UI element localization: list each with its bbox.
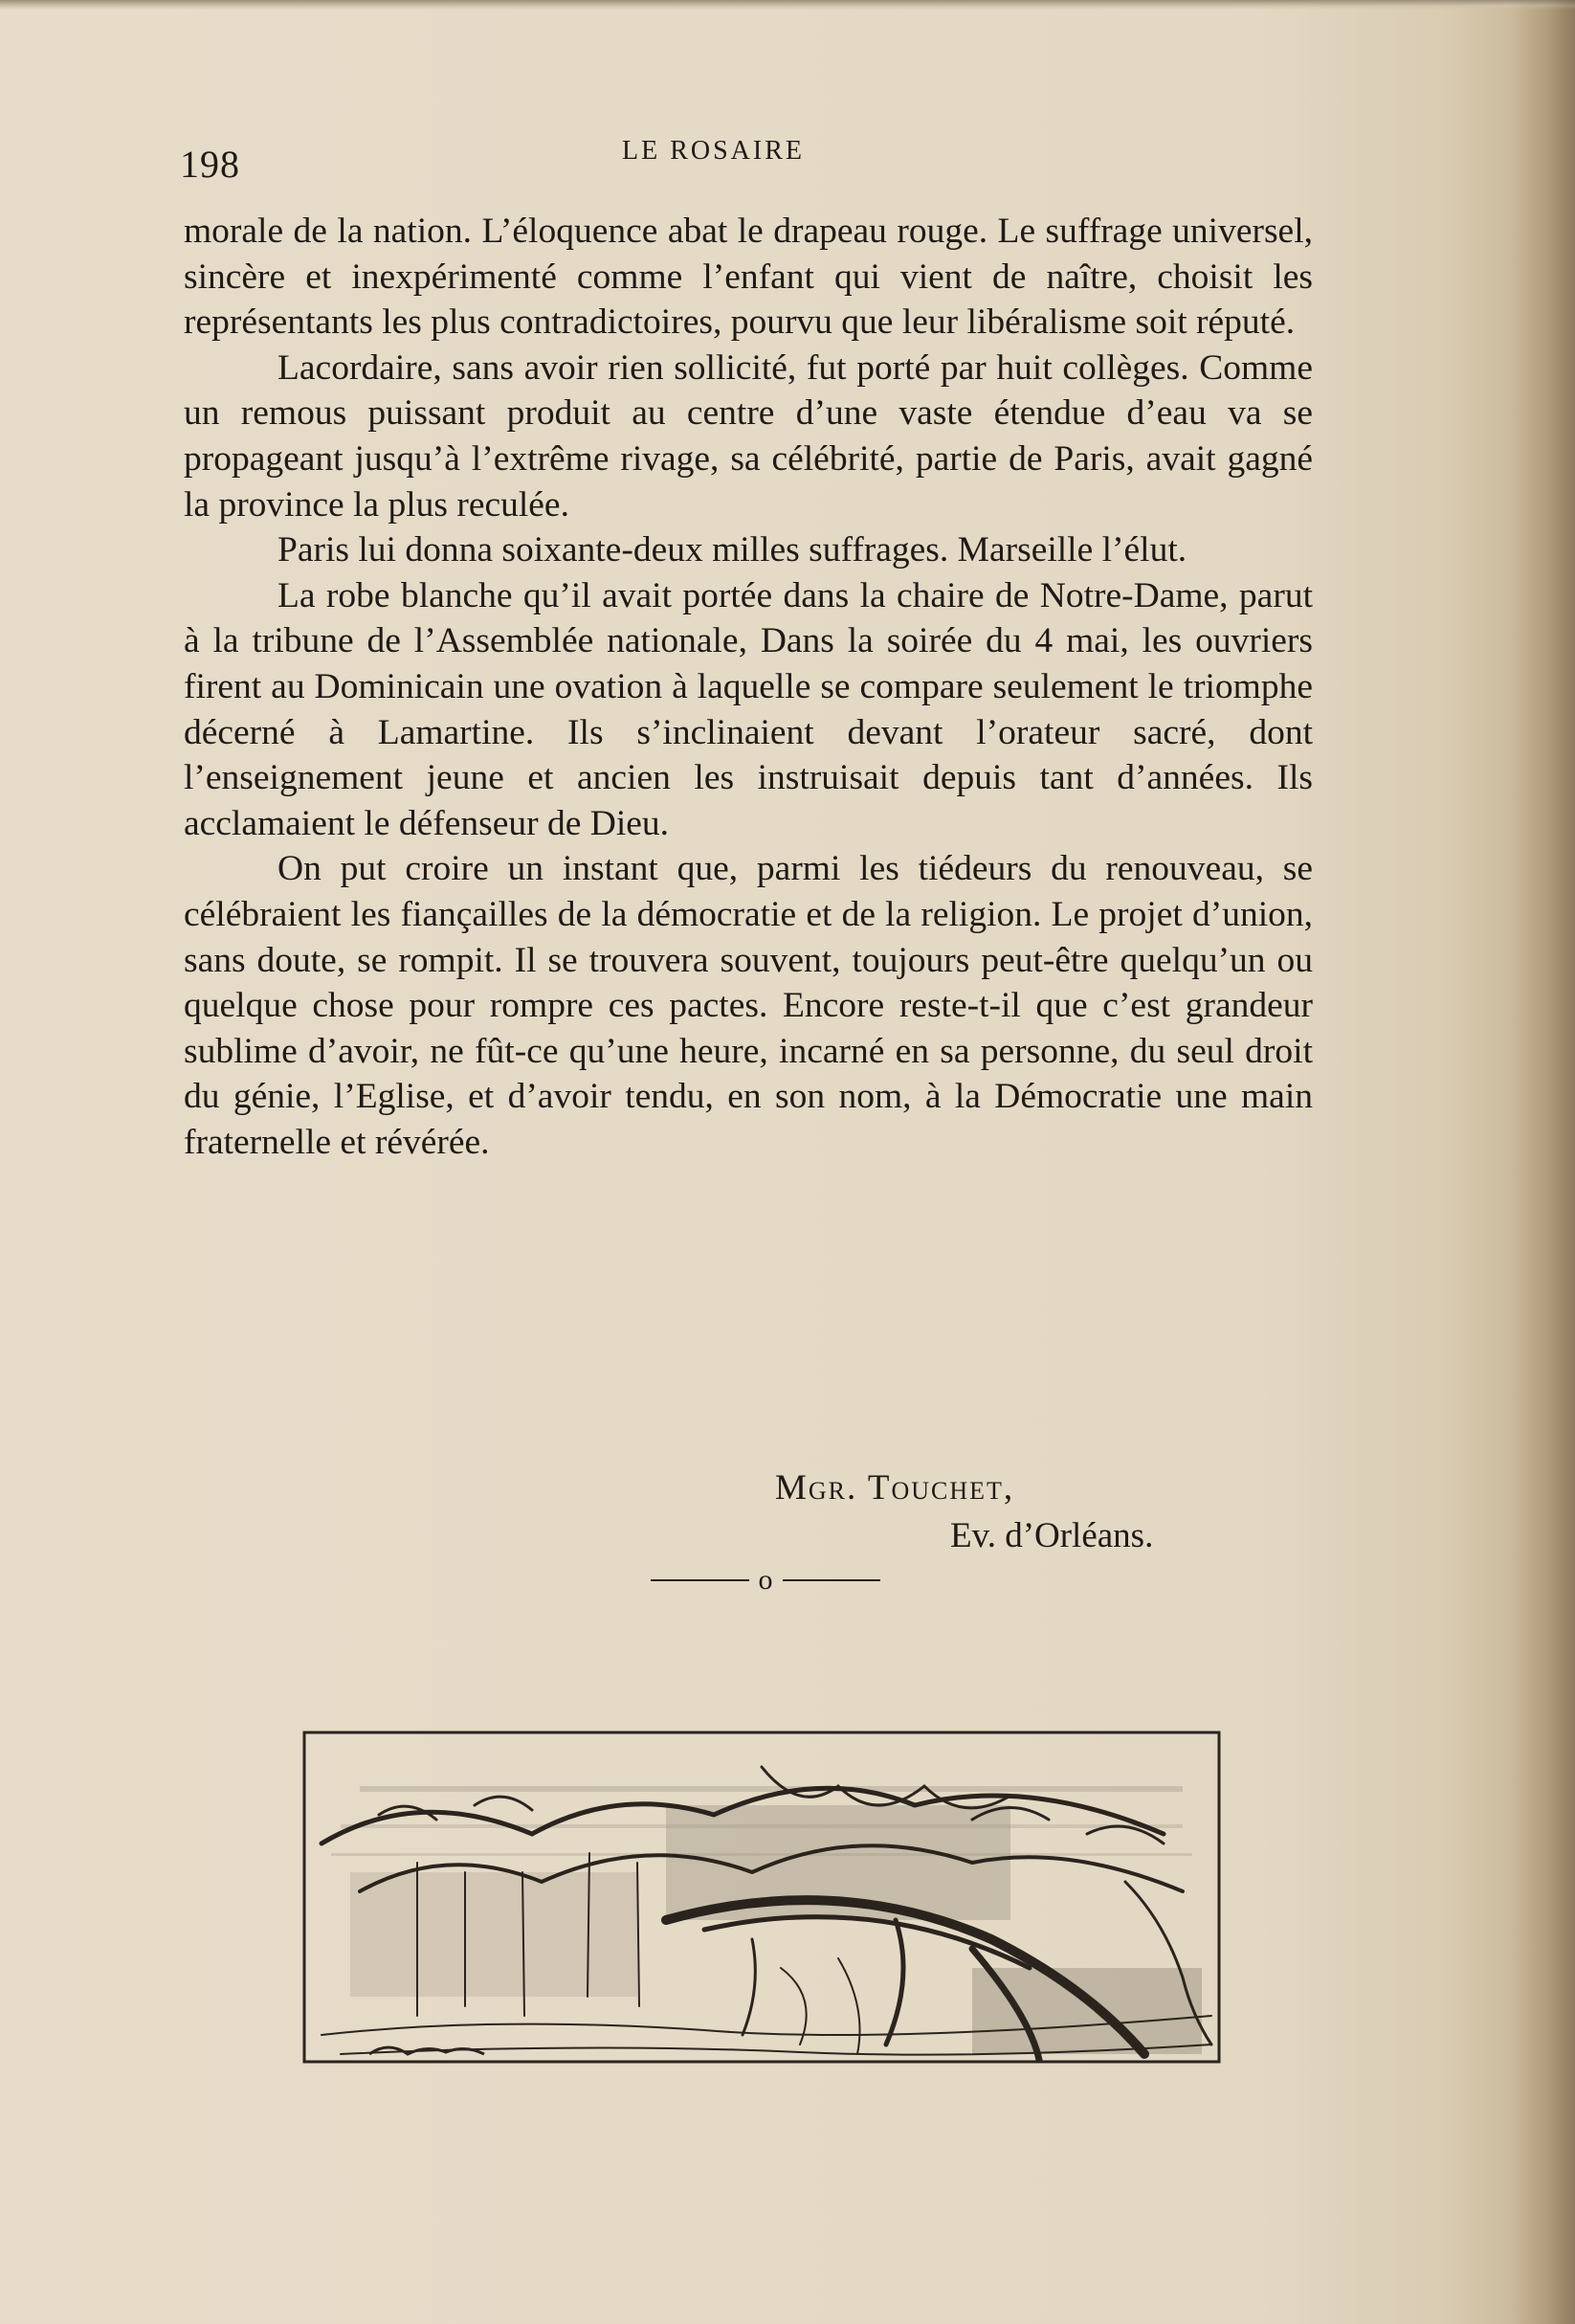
tree-landscape-engraving-icon — [302, 1729, 1231, 2075]
paragraph: Lacordaire, sans avoir rien sollicité, fut porté par huit collèges. Comme un remous puissant produit au centre d’une vaste étendue d’eau va se propageant jusqu’à l’extrême rivage, sa célébrité, partie de Paris, avait gagné la province la plus reculée. — [184, 347, 1313, 525]
paragraph: morale de la nation. L’éloquence abat le drapeau rouge. Le suffrage universel, sincère et inexpérimenté comme l’enfant qui vient de naître, choisit les représentants les plus contradictoires, pourvu que leur libéralisme soit réputé. — [184, 212, 1313, 343]
paragraph: Paris lui donna soixante-deux milles suffrages. Marseille l’élut. — [277, 530, 1187, 570]
page-number: 198 — [180, 143, 240, 186]
signature-block — [775, 1464, 1153, 1560]
separator-rule-right — [783, 1579, 881, 1581]
signature-name: Mgr. Touchet, — [775, 1468, 1015, 1508]
separator-rule-left — [651, 1579, 749, 1581]
running-title: LE ROSAIRE — [622, 136, 805, 166]
separator-ornament: o — [758, 1564, 773, 1596]
paragraph: La robe blanche qu’il avait portée dans la chaire de Notre-Dame, parut à la tribune de l’Assemblée nationale, Dans la soirée du 4 mai, les ouvriers firent au Dominicain une ovation à laquelle se compare seulement le triomphe décerné à Lamartine. Ils s’inclinaient devant l’orateur sacré, dont l’enseignement jeune et ancien les instruisait depuis tant d’années. Ils acclamaient le défenseur de Dieu. — [184, 575, 1313, 843]
page-top-edge — [0, 0, 1575, 10]
signature-title: Ev. d’Orléans. — [950, 1516, 1154, 1555]
section-separator — [651, 1566, 880, 1595]
page-spine-shadow — [1508, 0, 1575, 2324]
body-text — [184, 209, 1313, 1165]
paragraph: On put croire un instant que, parmi les tiédeurs du renouveau, se célébraient les fiançailles de la démocratie et de la religion. Le projet d’union, sans doute, se rompit. Il se trouvera souvent, toujours peut-être quelqu’un ou quelque chose pour rompre ces pactes. Encore reste-t-il que c’est grandeur sublime d’avoir, ne fût-ce qu’une heure, incarné en sa personne, du seul droit du génie, l’Eglise, et d’avoir tendu, en son nom, à la Démocratie une main fraternelle et révérée. — [184, 849, 1313, 1162]
